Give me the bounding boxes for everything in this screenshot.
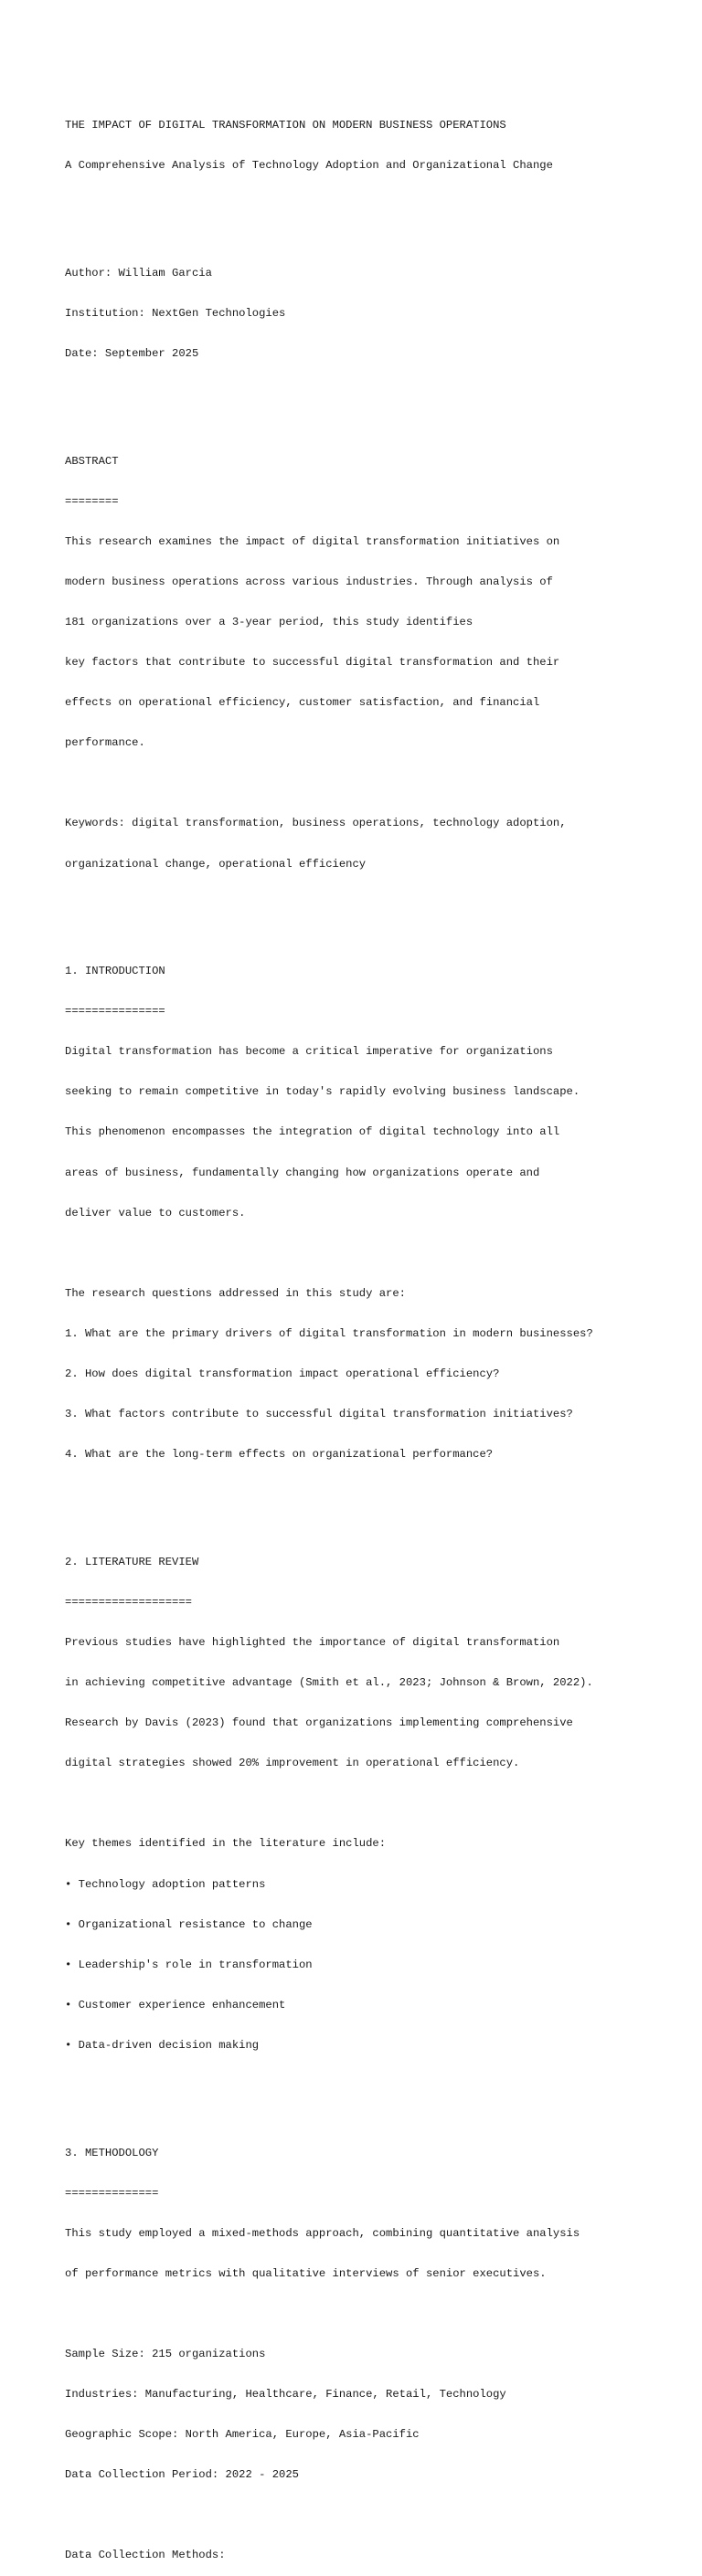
theme-bullet: • Leadership's role in transformation — [65, 1958, 313, 1971]
methodology-line: of performance metrics with qualitative interviews of senior executives. — [65, 2266, 547, 2280]
methodology-detail: Industries: Manufacturing, Healthcare, Finance, Retail, Technology — [65, 2388, 506, 2402]
introduction-line: Digital transformation has become a critical imperative for organizations — [65, 1045, 553, 1059]
introduction-line: This phenomenon encompasses the integration of digital technology into all — [65, 1125, 560, 1139]
spacer — [65, 199, 686, 213]
literature-line: in achieving competitive advantage (Smith et al., 2023; Johnson & Brown, 2022). — [65, 1676, 593, 1690]
abstract-line: performance. — [65, 736, 145, 750]
institution-line: Institution: NextGen Technologies — [65, 306, 286, 320]
literature-line: Research by Davis (2023) found that organizations implementing comprehensive — [65, 1716, 573, 1730]
methodology-detail: Geographic Scope: North America, Europe, Asia-Pacific — [65, 2428, 420, 2442]
methodology-underline: ============== — [65, 2186, 159, 2200]
introduction-line: seeking to remain competitive in today's rapidly evolving business landscape. — [65, 1085, 580, 1099]
literature-heading: 2. LITERATURE REVIEW — [65, 1555, 199, 1568]
spacer — [65, 1797, 686, 1811]
methodology-detail: Data Collection Period: 2022 - 2025 — [65, 2468, 299, 2482]
abstract-underline: ======== — [65, 494, 119, 508]
spacer — [65, 387, 686, 401]
keywords-line: organizational change, operational efficiency — [65, 857, 367, 871]
abstract-heading: ABSTRACT — [65, 454, 119, 468]
theme-bullet: • Customer experience enhancement — [65, 1998, 286, 2011]
methodology-detail: Sample Size: 215 organizations — [65, 2348, 266, 2361]
research-question: 2. How does digital transformation impact operational efficiency? — [65, 1367, 500, 1381]
research-question: 1. What are the primary drivers of digital transformation in modern businesses? — [65, 1326, 593, 1340]
introduction-line: areas of business, fundamentally changing how organizations operate and — [65, 1166, 540, 1179]
research-question: 3. What factors contribute to successful digital transformation initiatives? — [65, 1408, 573, 1421]
spacer — [65, 1247, 686, 1261]
spacer — [65, 898, 686, 912]
abstract-line: key factors that contribute to successful digital transformation and their — [65, 656, 560, 670]
themes-intro: Key themes identified in the literature include: — [65, 1837, 387, 1851]
spacer — [65, 2307, 686, 2321]
theme-bullet: • Organizational resistance to change — [65, 1917, 313, 1931]
methodology-line: This study employed a mixed-methods approach, combining quantitative analysis — [65, 2226, 580, 2240]
keywords-line: Keywords: digital transformation, business operations, technology adoption, — [65, 817, 567, 830]
literature-line: Previous studies have highlighted the importance of digital transformation — [65, 1636, 560, 1650]
date-line: Date: September 2025 — [65, 346, 199, 360]
introduction-line: deliver value to customers. — [65, 1206, 246, 1219]
literature-line: digital strategies showed 20% improvement in operational efficiency. — [65, 1757, 520, 1770]
methodology-heading: 3. METHODOLOGY — [65, 2146, 159, 2159]
research-questions-intro: The research questions addressed in this study are: — [65, 1286, 406, 1300]
literature-underline: =================== — [65, 1595, 192, 1609]
document-body — [65, 79, 686, 2576]
introduction-heading: 1. INTRODUCTION — [65, 965, 165, 978]
theme-bullet: • Technology adoption patterns — [65, 1877, 266, 1891]
author-line: Author: William Garcia — [65, 266, 212, 280]
data-collection-methods-heading: Data Collection Methods: — [65, 2549, 226, 2562]
spacer — [65, 1488, 686, 1502]
introduction-underline: =============== — [65, 1005, 165, 1019]
spacer — [65, 2079, 686, 2093]
spacer — [65, 2508, 686, 2522]
abstract-line: This research examines the impact of digital transformation initiatives on — [65, 534, 560, 548]
abstract-line: 181 organizations over a 3-year period, this study identifies — [65, 615, 473, 628]
abstract-line: effects on operational efficiency, customer satisfaction, and financial — [65, 696, 540, 710]
paper-title: THE IMPACT OF DIGITAL TRANSFORMATION ON MODERN BUSINESS OPERATIONS — [65, 119, 506, 132]
theme-bullet: • Data-driven decision making — [65, 2038, 260, 2052]
abstract-line: modern business operations across various industries. Through analysis of — [65, 575, 553, 588]
spacer — [65, 776, 686, 790]
research-question: 4. What are the long-term effects on organizational performance? — [65, 1448, 494, 1462]
paper-subtitle: A Comprehensive Analysis of Technology Adoption and Organizational Change — [65, 159, 553, 173]
